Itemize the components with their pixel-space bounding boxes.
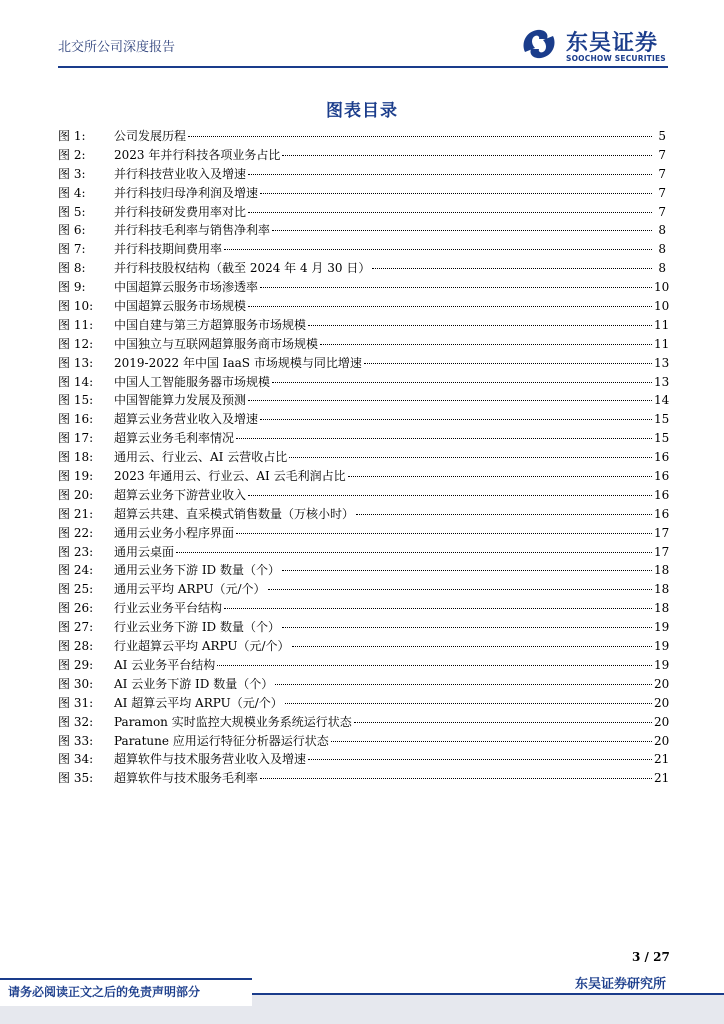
toc-entry[interactable] (58, 618, 670, 637)
toc-entry-leader (224, 607, 652, 609)
toc-entry-leader (248, 211, 652, 213)
toc-entry-page[interactable]: 18 (654, 582, 670, 597)
toc-entry-page[interactable]: 14 (654, 393, 670, 408)
company-logo (519, 26, 679, 66)
toc-entry[interactable] (58, 713, 670, 732)
toc-entry-leader (260, 418, 652, 420)
toc-entry-number: 图 35: (58, 771, 94, 786)
toc-entry-title[interactable]: 超算软件与技术服务营业收入及增速 (114, 752, 307, 767)
toc-entry-leader (282, 569, 652, 571)
toc-entry-leader (260, 192, 652, 194)
toc-entry-title[interactable]: 2023 年通用云、行业云、AI 云毛利润占比 (114, 469, 346, 484)
toc-entry-number: 图 3: (58, 166, 86, 181)
toc-entry-page[interactable]: 20 (654, 676, 670, 691)
toc-entry-page[interactable]: 17 (654, 544, 670, 559)
toc-entry[interactable] (58, 732, 670, 751)
toc-entry-page[interactable]: 18 (654, 563, 670, 578)
toc-entry-page[interactable]: 16 (654, 450, 670, 465)
toc-entry-title[interactable]: 并行科技股权结构（截至 2024 年 4 月 30 日） (114, 261, 371, 276)
toc-entry[interactable] (58, 373, 670, 392)
toc-entry-page[interactable]: 8 (658, 261, 666, 276)
toc-entry-title[interactable]: 通用云业务小程序界面 (114, 525, 235, 540)
toc-entry-leader (260, 286, 652, 288)
toc-entry-title[interactable]: 中国独立与互联网超算服务商市场规模 (114, 336, 319, 351)
toc-entry-title[interactable]: 超算云业务毛利率情况 (114, 431, 235, 446)
toc-entry-number: 图 17: (58, 431, 94, 446)
toc-entry-page[interactable]: 10 (654, 299, 670, 314)
toc-entry-page[interactable]: 20 (654, 714, 670, 729)
toc-entry[interactable] (58, 599, 670, 618)
toc-entry[interactable] (58, 278, 670, 297)
toc-entry-title[interactable]: 中国超算云服务市场规模 (114, 299, 247, 314)
toc-entry-leader (236, 437, 652, 439)
header-divider (58, 66, 668, 68)
toc-entry-page[interactable]: 21 (654, 771, 670, 786)
toc-entry-leader (248, 399, 652, 401)
toc-entry-page[interactable]: 17 (654, 525, 670, 540)
figure-toc-list (58, 127, 670, 788)
toc-entry-leader (354, 721, 652, 723)
toc-entry-number: 图 8: (58, 261, 86, 276)
toc-entry[interactable] (58, 165, 666, 184)
toc-entry[interactable] (58, 221, 666, 240)
toc-entry-title[interactable]: 行业超算云平均 ARPU（元/个） (114, 639, 290, 654)
toc-entry-number: 图 11: (58, 317, 94, 332)
toc-entry-leader (224, 248, 652, 250)
toc-entry[interactable] (58, 543, 670, 562)
toc-entry[interactable] (58, 580, 670, 599)
toc-entry-number: 图 15: (58, 393, 94, 408)
toc-entry-title[interactable]: 中国人工智能服务器市场规模 (114, 374, 271, 389)
soochow-logo-icon (519, 26, 559, 62)
toc-entry-leader (260, 777, 652, 779)
toc-entry-title[interactable]: 通用云桌面 (114, 544, 175, 559)
toc-entry-page[interactable]: 13 (654, 374, 670, 389)
toc-entry-title[interactable]: 并行科技营业收入及增速 (114, 166, 247, 181)
toc-entry-page[interactable]: 16 (654, 469, 670, 484)
toc-entry-leader (285, 702, 652, 704)
toc-entry-leader (176, 551, 652, 553)
toc-entry-number: 图 32: (58, 714, 94, 729)
toc-entry-number: 图 19: (58, 469, 94, 484)
toc-entry-leader (272, 229, 652, 231)
logo-english-name: SOOCHOW SECURITIES (566, 54, 666, 63)
toc-entry-leader (372, 267, 652, 269)
toc-entry-leader (217, 664, 652, 666)
toc-entry-number: 图 27: (58, 620, 94, 635)
toc-entry-number: 图 20: (58, 487, 94, 502)
toc-entry[interactable] (58, 486, 670, 505)
toc-entry-page[interactable]: 7 (658, 204, 666, 219)
toc-entry-leader (188, 135, 652, 137)
toc-entry-leader (236, 532, 652, 534)
footer-disclaimer: 请务必阅读正文之后的免责声明部分 (8, 985, 201, 999)
toc-entry-number: 图 16: (58, 412, 94, 427)
toc-entry-title[interactable]: 中国智能算力发展及预测 (114, 393, 247, 408)
toc-entry-leader (268, 588, 652, 590)
toc-entry-number: 图 33: (58, 733, 94, 748)
toc-entry[interactable] (58, 203, 666, 222)
toc-entry-number: 图 14: (58, 374, 94, 389)
toc-entry-page[interactable]: 20 (654, 695, 670, 710)
toc-entry-page[interactable]: 11 (654, 336, 670, 351)
toc-entry-number: 图 12: (58, 336, 94, 351)
toc-entry-number: 图 13: (58, 355, 94, 370)
toc-entry-leader (348, 475, 652, 477)
toc-entry-page[interactable]: 8 (658, 223, 666, 238)
toc-entry-number: 图 18: (58, 450, 94, 465)
toc-entry-title[interactable]: AI 超算云平均 ARPU（元/个） (114, 695, 283, 710)
toc-entry[interactable] (58, 335, 670, 354)
toc-entry-number: 图 23: (58, 544, 94, 559)
toc-entry-title[interactable]: 中国超算云服务市场渗透率 (114, 280, 259, 295)
toc-entry[interactable] (58, 675, 670, 694)
toc-entry-page[interactable]: 7 (658, 185, 666, 200)
toc-entry[interactable] (58, 429, 670, 448)
toc-entry-leader (272, 381, 652, 383)
toc-entry[interactable] (58, 505, 670, 524)
toc-entry[interactable] (58, 127, 666, 146)
toc-entry-number: 图 1: (58, 129, 86, 143)
toc-entry-leader (308, 324, 652, 326)
toc-entry[interactable] (58, 561, 670, 580)
report-type-label: 北交所公司深度报告 (58, 40, 176, 55)
toc-entry-leader (289, 456, 652, 458)
toc-entry-leader (308, 758, 652, 760)
toc-entry-title[interactable]: 超算云业务下游营业收入 (114, 487, 247, 502)
toc-entry[interactable] (58, 146, 666, 165)
toc-entry-title[interactable]: 通用云、行业云、AI 云营收占比 (114, 450, 288, 465)
toc-entry-title[interactable]: Paramon 实时监控大规模业务系统运行状态 (114, 714, 352, 729)
toc-entry-page[interactable]: 11 (654, 317, 670, 332)
toc-entry[interactable] (58, 524, 670, 543)
toc-entry-number: 图 29: (58, 657, 94, 672)
toc-entry-title[interactable]: 2019-2022 年中国 IaaS 市场规模与同比增速 (114, 355, 362, 370)
toc-title: 图表目录 (326, 101, 398, 121)
toc-entry-title[interactable]: 公司发展历程 (114, 129, 187, 143)
toc-entry-leader (331, 740, 652, 742)
toc-entry-title[interactable]: 中国自建与第三方超算服务市场规模 (114, 317, 307, 332)
toc-entry-number: 图 5: (58, 204, 86, 219)
toc-entry[interactable] (58, 694, 670, 713)
toc-entry-number: 图 7: (58, 242, 86, 257)
toc-entry-page[interactable]: 18 (654, 601, 670, 616)
toc-entry-leader (356, 513, 652, 515)
toc-entry-leader (248, 305, 652, 307)
toc-entry-number: 图 30: (58, 676, 94, 691)
toc-entry-page[interactable]: 13 (654, 355, 670, 370)
toc-entry-page[interactable]: 7 (658, 147, 666, 162)
toc-entry-number: 图 9: (58, 280, 86, 295)
toc-entry-number: 图 26: (58, 601, 94, 616)
page-number: 3 / 27 (632, 950, 670, 964)
toc-entry[interactable] (58, 467, 670, 486)
toc-entry-title[interactable]: 行业云业务平台结构 (114, 601, 223, 616)
toc-entry-number: 图 31: (58, 695, 94, 710)
toc-entry-leader (282, 626, 652, 628)
toc-entry-number: 图 10: (58, 299, 94, 314)
toc-entry-title[interactable]: 超算软件与技术服务毛利率 (114, 771, 259, 786)
toc-entry-page[interactable]: 7 (658, 166, 666, 181)
toc-entry-number: 图 21: (58, 506, 94, 521)
toc-entry-number: 图 4: (58, 185, 86, 200)
toc-entry-leader (364, 362, 652, 364)
toc-entry[interactable] (58, 656, 670, 675)
toc-entry-title[interactable]: 通用云平均 ARPU（元/个） (114, 582, 266, 597)
toc-entry-title[interactable]: 超算云共建、直采模式销售数量（万核小时） (114, 506, 355, 521)
toc-entry-title[interactable]: 行业云业务下游 ID 数量（个） (114, 620, 280, 635)
toc-entry-title[interactable]: 并行科技研发费用率对比 (114, 204, 247, 219)
toc-entry-page[interactable]: 15 (654, 412, 670, 427)
toc-entry[interactable] (58, 391, 670, 410)
toc-entry-page[interactable]: 19 (654, 620, 670, 635)
toc-entry[interactable] (58, 410, 670, 429)
toc-entry-page[interactable]: 15 (654, 431, 670, 446)
toc-entry[interactable] (58, 184, 666, 203)
toc-entry[interactable] (58, 637, 670, 656)
logo-chinese-name: 东吴证券 (566, 31, 659, 56)
toc-entry-number: 图 28: (58, 639, 94, 654)
toc-entry-title[interactable]: AI 云业务下游 ID 数量（个） (114, 676, 274, 691)
toc-entry-number: 图 22: (58, 525, 94, 540)
toc-entry-page[interactable]: 19 (654, 639, 670, 654)
toc-entry-title[interactable]: Paratune 应用运行特征分析器运行状态 (114, 733, 329, 748)
toc-entry[interactable] (58, 297, 670, 316)
toc-entry-page[interactable]: 19 (654, 657, 670, 672)
toc-entry-page[interactable]: 20 (654, 733, 670, 748)
toc-entry-title[interactable]: 通用云业务下游 ID 数量（个） (114, 563, 280, 578)
toc-entry[interactable] (58, 240, 666, 259)
toc-entry-leader (320, 343, 652, 345)
toc-entry[interactable] (58, 354, 670, 373)
toc-entry-page[interactable]: 5 (658, 129, 666, 143)
toc-entry[interactable] (58, 316, 670, 335)
toc-entry-page[interactable]: 21 (654, 752, 670, 767)
toc-entry-title[interactable]: 2023 年并行科技各项业务占比 (114, 147, 281, 162)
toc-entry-number: 图 25: (58, 582, 94, 597)
toc-entry-number: 图 6: (58, 223, 86, 238)
toc-entry-title[interactable]: AI 云业务平台结构 (114, 657, 216, 672)
toc-entry-title[interactable]: 并行科技毛利率与销售净利率 (114, 223, 271, 238)
toc-entry-page[interactable]: 16 (654, 487, 670, 502)
toc-entry-title[interactable]: 并行科技期间费用率 (114, 242, 223, 257)
toc-entry-page[interactable]: 8 (658, 242, 666, 257)
toc-entry-leader (275, 683, 652, 685)
toc-entry[interactable] (58, 750, 670, 769)
toc-entry-title[interactable]: 超算云业务营业收入及增速 (114, 412, 259, 427)
toc-entry-title[interactable]: 并行科技归母净利润及增速 (114, 185, 259, 200)
toc-entry-leader (282, 154, 652, 156)
toc-entry-leader (248, 173, 652, 175)
toc-entry[interactable] (58, 769, 670, 788)
toc-entry-leader (248, 494, 652, 496)
toc-entry-page[interactable]: 10 (654, 280, 670, 295)
toc-entry-number: 图 34: (58, 752, 94, 767)
toc-entry[interactable] (58, 448, 670, 467)
toc-entry[interactable] (58, 259, 666, 278)
toc-entry-number: 图 24: (58, 563, 94, 578)
footer-institute: 东吴证券研究所 (574, 977, 666, 992)
toc-entry-leader (292, 645, 652, 647)
toc-entry-page[interactable]: 16 (654, 506, 670, 521)
toc-entry-number: 图 2: (58, 147, 86, 162)
